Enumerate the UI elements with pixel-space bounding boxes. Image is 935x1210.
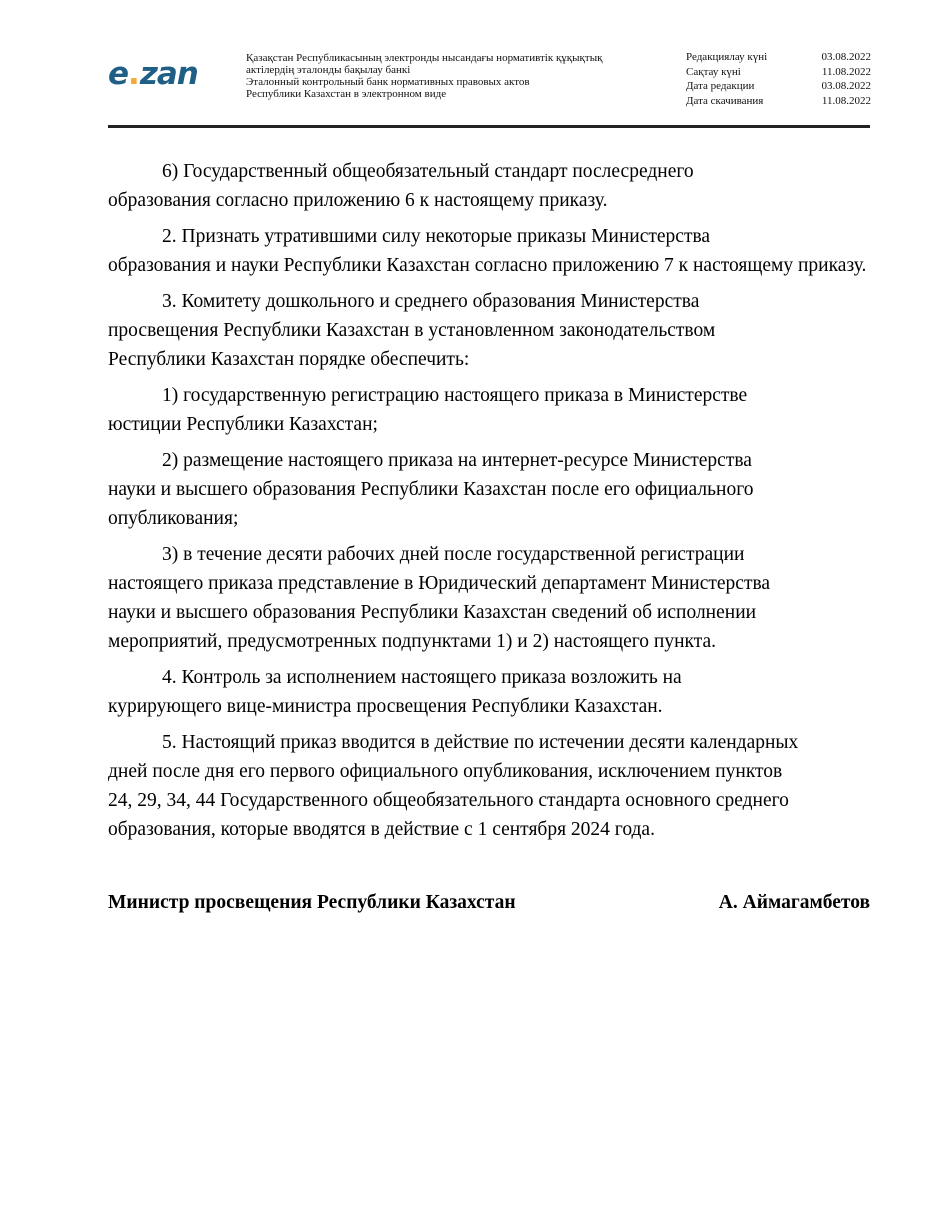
text-line: 3) в течение десяти рабочих дней после государственной регистрации bbox=[162, 544, 745, 565]
meta-row bbox=[686, 94, 871, 109]
header-divider bbox=[108, 125, 870, 128]
meta-label: Дата редакции bbox=[686, 80, 755, 92]
header-metadata bbox=[686, 50, 871, 108]
meta-value: 03.08.2022 bbox=[821, 80, 871, 92]
text-line: 1) государственную регистрацию настоящего приказа в Министерстве bbox=[162, 385, 748, 406]
meta-value: 11.08.2022 bbox=[821, 94, 871, 107]
text-line: 24, 29, 34, 44 Государственного общеобязательного стандарта основного среднего bbox=[108, 790, 789, 811]
meta-label: Дата скачивания bbox=[686, 94, 764, 107]
signature-block bbox=[108, 888, 870, 918]
text-line: образования, которые вводятся в действие с 1 сентября 2024 года. bbox=[108, 819, 655, 840]
text-line: опубликования; bbox=[108, 508, 239, 529]
document-header bbox=[108, 48, 869, 124]
meta-row bbox=[686, 65, 871, 80]
meta-value: 03.08.2022 bbox=[821, 51, 871, 63]
text-line: 4. Контроль за исполнением настоящего приказа возложить на bbox=[162, 667, 682, 688]
text-line: 2. Признать утратившими силу некоторые приказы Министерства bbox=[162, 226, 711, 247]
paragraph bbox=[108, 157, 870, 215]
text-line: 3. Комитету дошкольного и среднего образования Министерства bbox=[162, 291, 700, 312]
text-line: приказу. bbox=[798, 255, 867, 276]
text-line: 5. Настоящий приказ вводится в действие по истечении десяти календарных bbox=[162, 732, 799, 753]
meta-label: Редакциялау күні bbox=[686, 51, 768, 63]
paragraph bbox=[108, 287, 870, 374]
paragraph bbox=[108, 381, 870, 439]
text-line: 6) Государственный общеобязательный стандарт послесреднего bbox=[162, 161, 694, 182]
paragraph bbox=[108, 446, 870, 533]
ezan-logo bbox=[108, 56, 218, 92]
text-line: образования согласно приложению 6 к настоящему приказу. bbox=[108, 190, 608, 211]
text-line: мероприятий, предусмотренных подпунктами 1) и 2) настоящего пункта. bbox=[108, 631, 717, 652]
header-line: Қазақстан Республикасының электронды нысандағы нормативтік құқықтық bbox=[246, 52, 603, 64]
paragraph bbox=[108, 222, 870, 280]
text-line: науки и высшего образования Республики Казахстан сведений об исполнении bbox=[108, 602, 757, 623]
header-line: Эталонный контрольный банк нормативных правовых актов bbox=[246, 76, 530, 88]
document-body bbox=[108, 157, 870, 851]
logo-text-zan: zan bbox=[139, 56, 198, 92]
text-line: образования и науки Республики Казахстан согласно приложению 7 к настоящему bbox=[108, 255, 794, 276]
meta-value: 11.08.2022 bbox=[821, 65, 871, 78]
text-line: 2) размещение настоящего приказа на интернет-ресурсе Министерства bbox=[162, 450, 752, 471]
meta-row bbox=[686, 50, 871, 65]
text-line: науки и высшего образования Республики Казахстан после его официального bbox=[108, 479, 754, 500]
paragraph bbox=[108, 728, 870, 844]
meta-row bbox=[686, 79, 871, 94]
header-line: Республики Казахстан в электронном виде bbox=[246, 88, 447, 100]
header-line: актілердің эталонды бақылау банкі bbox=[246, 64, 411, 76]
paragraph bbox=[108, 663, 870, 721]
paragraph bbox=[108, 540, 870, 656]
header-bank-description bbox=[246, 52, 666, 100]
logo-dot: . bbox=[128, 56, 140, 92]
text-line: дней после дня его первого официального опубликования, исключением пунктов bbox=[108, 761, 783, 782]
text-line: просвещения Республики Казахстан в установленном законодательством bbox=[108, 320, 716, 341]
text-line: курирующего вице-министра просвещения Республики Казахстан. bbox=[108, 696, 663, 717]
text-line: юстиции Республики Казахстан; bbox=[108, 414, 378, 435]
signatory-name: А. Аймагамбетов bbox=[718, 892, 870, 913]
text-line: Республики Казахстан порядке обеспечить: bbox=[108, 349, 470, 370]
meta-label: Сақтау күні bbox=[686, 65, 741, 78]
signatory-position: Министр просвещения Республики Казахстан bbox=[108, 892, 516, 913]
text-line: настоящего приказа представление в Юридический департамент Министерства bbox=[108, 573, 771, 594]
logo-text-e: e bbox=[108, 56, 129, 92]
